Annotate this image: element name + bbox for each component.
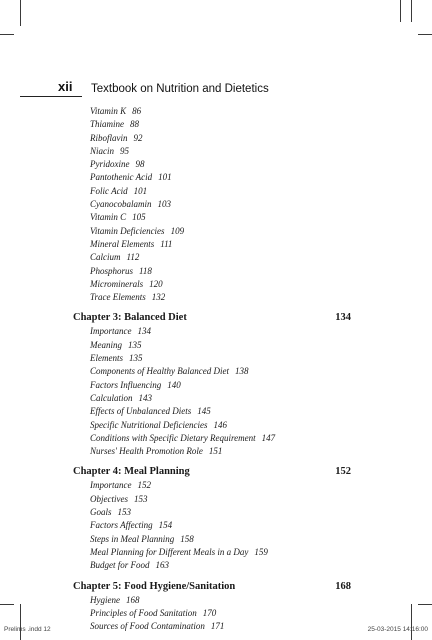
toc-entry-title: Microminerals — [90, 278, 144, 289]
toc-entry-page: 153 — [133, 493, 148, 504]
toc-entry — [73, 185, 355, 198]
chapter-heading — [73, 580, 355, 594]
toc-entry-title: Vitamin K — [90, 106, 127, 116]
chapter-section — [73, 465, 355, 572]
toc-entry-title: Elements — [90, 353, 123, 364]
toc-entry-page: 120 — [149, 278, 163, 289]
toc-entry-title: Folic Acid — [90, 185, 128, 196]
toc-entry — [73, 325, 355, 338]
toc-entry-title: Factors Influencing — [90, 379, 162, 390]
toc-entry-title: Vitamin Deficiencies — [90, 225, 165, 236]
toc-entry — [73, 419, 355, 432]
toc-entry-title: Meaning — [90, 339, 122, 350]
toc-entry — [73, 225, 355, 238]
chapter-page: 134 — [335, 312, 351, 324]
crop-mark — [418, 604, 432, 605]
toc-entry-title: Mineral Elements — [90, 238, 155, 249]
crop-mark — [0, 604, 14, 605]
toc-entry-page: 152 — [137, 480, 151, 491]
toc-entry-page: 111 — [160, 238, 173, 249]
toc-entry-page: 101 — [133, 185, 148, 196]
toc-entry-title: Conditions with Specific Dietary Requirement — [90, 432, 256, 443]
toc-entry-page: 170 — [202, 607, 217, 618]
header-rule — [20, 96, 82, 97]
toc-entry-page: 92 — [133, 132, 143, 143]
toc-entry — [73, 533, 355, 546]
toc-entry-page: 158 — [180, 533, 194, 544]
chapter-title: Chapter 5: Food Hygiene/Sanitation — [73, 580, 236, 592]
toc-entry — [73, 211, 355, 224]
toc-entry — [73, 352, 355, 365]
toc-entry-title: Principles of Food Sanitation — [90, 607, 197, 618]
toc-entry-title: Components of Healthy Balanced Diet — [90, 366, 229, 377]
chapter-heading — [73, 311, 355, 325]
toc-entry-page: 135 — [128, 339, 142, 350]
toc-entry-title: Vitamin C — [90, 212, 127, 223]
toc-entry-page: 135 — [129, 353, 143, 364]
toc-entry — [73, 238, 355, 251]
crop-mark — [411, 0, 412, 22]
toc-entry-page: 101 — [158, 172, 172, 183]
toc-entry-page: 168 — [125, 594, 140, 605]
table-of-contents — [73, 105, 355, 633]
toc-entry — [73, 105, 355, 118]
toc-entry — [73, 546, 355, 559]
toc-entry — [73, 559, 355, 572]
toc-entry-page: 88 — [130, 119, 140, 130]
toc-entry — [73, 118, 355, 131]
toc-entry — [73, 278, 355, 291]
toc-entry — [73, 445, 355, 458]
chapter-section — [73, 311, 355, 458]
toc-entry — [73, 158, 355, 171]
toc-entry-page: 95 — [120, 145, 129, 156]
toc-entry — [73, 479, 355, 492]
toc-entry-title: Thiamine — [90, 119, 125, 130]
toc-entry-title: Effects of Unbalanced Diets — [90, 406, 192, 417]
toc-entry-page: 132 — [151, 292, 166, 303]
toc-entry — [73, 339, 355, 352]
toc-entry — [73, 620, 355, 633]
toc-entry-title: Phosphorus — [90, 265, 134, 276]
toc-entry-title: Budget for Food — [90, 560, 150, 571]
toc-entry-title: Pantothenic Acid — [90, 172, 153, 183]
toc-entry — [73, 432, 355, 445]
toc-entry-title: Factors Affecting — [90, 520, 153, 531]
slug-datetime: 25-03-2015 14:16:00 — [367, 626, 428, 633]
toc-entry-title: Importance — [90, 326, 132, 337]
crop-mark — [20, 0, 21, 26]
chapter-title: Chapter 4: Meal Planning — [73, 466, 190, 478]
toc-entry-title: Sources of Food Contamination — [90, 621, 205, 632]
toc-entry — [73, 594, 355, 607]
toc-entry-page: 138 — [234, 366, 249, 377]
chapter-section — [73, 580, 355, 634]
toc-entry — [73, 607, 355, 620]
toc-entry — [73, 265, 355, 278]
toc-entry — [73, 506, 355, 519]
toc-entry-title: Trace Elements — [90, 292, 146, 303]
page-number: xii — [58, 79, 73, 94]
toc-entry — [73, 145, 355, 158]
toc-entry-title: Hygiene — [90, 594, 120, 605]
toc-entry-title: Niacin — [90, 145, 114, 156]
toc-entry — [73, 365, 355, 378]
toc-entry-page: 140 — [167, 379, 181, 390]
toc-entry — [73, 132, 355, 145]
toc-entry-title: Objectives — [90, 493, 128, 504]
toc-entry-page: 147 — [261, 432, 276, 443]
toc-entry-title: Cyanocobalamin — [90, 199, 152, 210]
toc-entry-title: Goals — [90, 507, 112, 518]
chapter-title: Chapter 3: Balanced Diet — [73, 312, 187, 324]
toc-entry-page: 105 — [132, 212, 146, 223]
toc-entry-title: Calculation — [90, 392, 133, 403]
toc-entry-page: 98 — [135, 159, 145, 170]
toc-entry — [73, 519, 355, 532]
toc-entry-page: 171 — [210, 621, 225, 632]
crop-mark — [0, 34, 14, 35]
toc-entry-page: 146 — [213, 419, 227, 430]
toc-entry-page: 103 — [157, 199, 171, 210]
chapter-page: 152 — [335, 466, 351, 478]
toc-entry — [73, 291, 355, 304]
running-title: Textbook on Nutrition and Dietetics — [91, 83, 269, 95]
toc-entry — [73, 198, 355, 211]
crop-mark — [411, 604, 412, 640]
toc-entry-page: 143 — [138, 392, 152, 403]
toc-entry — [73, 379, 355, 392]
toc-entry — [73, 493, 355, 506]
toc-entry-title: Importance — [90, 480, 132, 491]
toc-entry-page: 86 — [132, 106, 142, 116]
slug-file: Prelims .indd 12 — [4, 626, 51, 633]
toc-entry — [73, 392, 355, 405]
toc-entry-page: 159 — [254, 546, 268, 557]
toc-entry-title: Nurses' Health Promotion Role — [90, 446, 203, 457]
toc-entry-page: 112 — [126, 252, 140, 263]
crop-mark — [400, 0, 401, 22]
toc-entry-title: Meal Planning for Different Meals in a Day — [90, 546, 249, 557]
toc-entry-page: 163 — [155, 560, 169, 571]
toc-entry-title: Pyridoxine — [90, 159, 130, 170]
chapter-page: 168 — [335, 580, 351, 592]
toc-entry-title: Steps in Meal Planning — [90, 533, 175, 544]
toc-entry-title: Specific Nutritional Deficiencies — [90, 419, 208, 430]
toc-entry-page: 151 — [208, 446, 223, 457]
crop-mark — [20, 604, 21, 640]
toc-entry-page: 145 — [197, 406, 211, 417]
toc-entry-page: 134 — [137, 326, 151, 337]
toc-entry-page: 153 — [117, 507, 132, 518]
toc-entry-title: Calcium — [90, 252, 121, 263]
toc-entry — [73, 251, 355, 264]
toc-entry — [73, 405, 355, 418]
crop-mark — [418, 34, 432, 35]
chapter-heading — [73, 465, 355, 479]
toc-entry — [73, 171, 355, 184]
toc-entry-page: 154 — [158, 520, 173, 531]
toc-entry-page: 109 — [170, 225, 185, 236]
toc-entry-title: Riboflavin — [90, 132, 128, 143]
toc-entry-page: 118 — [139, 265, 152, 276]
